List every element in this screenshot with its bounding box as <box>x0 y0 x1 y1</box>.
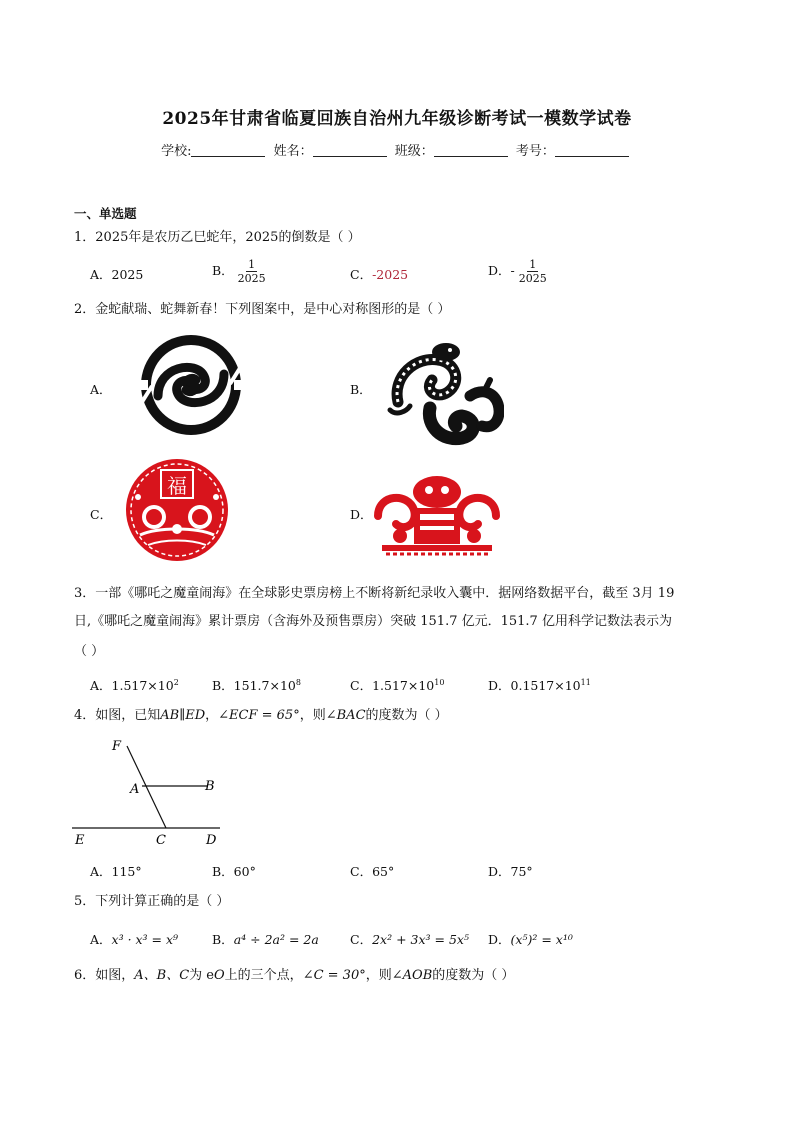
q1-option-b-label: B． <box>212 263 234 278</box>
q2-image-d-red-papercut-snakes <box>374 470 500 560</box>
q6-stem-math4: ∠AOB <box>391 968 433 983</box>
q1-stem: 1．2025年是农历乙巳蛇年，2025的倒数是（ ） <box>74 230 361 245</box>
school-label: 学校: <box>161 144 192 159</box>
q1-option-c-label: C． <box>350 267 373 282</box>
q4-option-d: D．75° <box>488 864 533 879</box>
q5-option-d-label: D． <box>488 932 511 947</box>
q5-option-c-expr: 2x² + 3x³ = 5x⁵ <box>372 932 469 947</box>
q1-option-c <box>350 265 408 283</box>
q3-option-d-exp: 11 <box>580 677 591 687</box>
q6-stem-post: 的度数为（ ） <box>432 968 515 983</box>
q1-b-numerator: 1 <box>248 258 256 271</box>
q2-image-a-twin-snake-emblem <box>138 332 244 438</box>
q2-option-b-label: B． <box>350 382 372 397</box>
q6-stem-pre: 6．如图， <box>74 968 135 983</box>
q3-option-d <box>488 676 591 694</box>
q5-option-d <box>488 930 573 948</box>
q3-stem-line1: 3．一部《哪吒之魔童闹海》在全球影史票房榜上不断将新纪录收入囊中．据网络数据平台，截至 3月 19 <box>74 586 675 601</box>
page-title: 2025年甘肃省临夏回族自治州九年级诊断考试一模数学试卷 <box>162 109 632 129</box>
q4-stem-math2: ∠ECF = 65° <box>218 708 300 723</box>
q2-stem: 2．金蛇献瑞、蛇舞新春！下列图案中，是中心对称图形的是（ ） <box>74 302 451 317</box>
q3-option-a <box>90 676 179 694</box>
q1-b-denominator: 2025 <box>237 272 266 285</box>
q4-label-b: B <box>205 779 215 794</box>
q4-stem-mid2: ，则 <box>299 708 326 723</box>
q3-option-c-text: C．1.517×10 <box>350 678 435 693</box>
q5-option-a-label: A． <box>90 932 112 947</box>
q4-stem-math3: ∠BAC <box>325 708 366 723</box>
q3-option-b-text: B．151.7×10 <box>212 678 296 693</box>
q5-option-c-label: C． <box>350 932 373 947</box>
q4-geometry-figure <box>72 736 232 850</box>
class-blank <box>434 144 508 157</box>
q2-image-c-red-papercut-circle <box>118 457 236 563</box>
q3-option-d-text: D．0.1517×10 <box>488 678 581 693</box>
q5-option-a-expr: x³ · x³ = x⁹ <box>111 932 179 947</box>
name-label: 姓名： <box>273 144 313 159</box>
exam-number-blank <box>555 144 629 157</box>
q5-option-b-expr: a⁴ ÷ 2a² = 2a <box>233 932 319 947</box>
q4-label-d: D <box>206 833 217 848</box>
q2-option-a-label: A． <box>90 382 112 397</box>
q3-option-b <box>212 676 301 694</box>
q2-option-c-label: C． <box>90 507 113 522</box>
q2-image-b-black-snake-calligraphy <box>386 338 504 446</box>
q4-option-a: A．115° <box>90 864 142 879</box>
q4-label-e: E <box>75 833 85 848</box>
q2-c-fu-character: 福 <box>167 474 187 498</box>
q6-stem-mid: 为 e <box>189 968 214 983</box>
q5-option-b-label: B． <box>212 932 234 947</box>
q1-d-denominator: 2025 <box>518 272 547 285</box>
q5-option-d-expr: (x⁵)² = x¹⁰ <box>510 932 573 947</box>
q4-option-c: C．65° <box>350 864 395 879</box>
q3-stem-line2: 日,《哪吒之魔童闹海》累计票房（含海外及预售票房）突破 151.7 亿元．151.7 亿用科学记数法表示为 <box>74 614 672 629</box>
q1-option-d-fraction <box>519 258 547 285</box>
school-blank <box>191 144 265 157</box>
q5-stem: 5．下列计算正确的是（ ） <box>74 894 230 909</box>
q1-option-d <box>488 258 547 285</box>
section-title: 一、单选题 <box>74 206 137 221</box>
q4-label-c: C <box>156 833 166 848</box>
q6-stem <box>74 966 514 986</box>
exam-number-label: 考号： <box>515 144 555 159</box>
q1-option-a: A．2025 <box>90 267 144 282</box>
q1-d-numerator: 1 <box>529 258 537 271</box>
q6-stem-math1: A、B、C <box>134 968 190 983</box>
q5-option-c <box>350 930 469 948</box>
student-info-line <box>0 140 794 159</box>
q4-label-a: A <box>130 782 140 797</box>
q4-stem-pre: 4．如图，已知 <box>74 708 161 723</box>
q6-stem-mid2: 上的三个点， <box>224 968 303 983</box>
q6-stem-math3: ∠C = 30° <box>302 968 366 983</box>
q4-stem <box>74 706 448 726</box>
class-label: 班级： <box>394 144 434 159</box>
q1-option-d-label: D．- <box>488 263 515 278</box>
name-blank <box>313 144 387 157</box>
q3-option-c-exp: 10 <box>434 677 445 687</box>
q4-stem-mid: ， <box>205 708 219 723</box>
q2-option-d-label: D． <box>350 507 373 522</box>
q6-stem-math2: O <box>214 968 225 983</box>
q5-option-a <box>90 930 178 948</box>
q5-option-b <box>212 930 319 948</box>
q1-option-c-value: -2025 <box>372 267 409 282</box>
q4-option-b: B．60° <box>212 864 256 879</box>
q4-stem-post: 的度数为（ ） <box>365 708 448 723</box>
q3-option-a-text: A．1.517×10 <box>90 678 174 693</box>
q3-option-c <box>350 676 444 694</box>
q3-stem-line3: （ ） <box>74 644 105 659</box>
q3-option-a-exp: 2 <box>173 677 179 687</box>
q6-stem-mid3: ，则 <box>365 968 392 983</box>
q4-stem-math1: AB∥ED <box>160 708 206 723</box>
q1-option-b-fraction <box>238 258 266 285</box>
q4-label-f: F <box>112 739 122 754</box>
q1-option-b <box>212 258 266 285</box>
q3-option-b-exp: 8 <box>295 677 301 687</box>
